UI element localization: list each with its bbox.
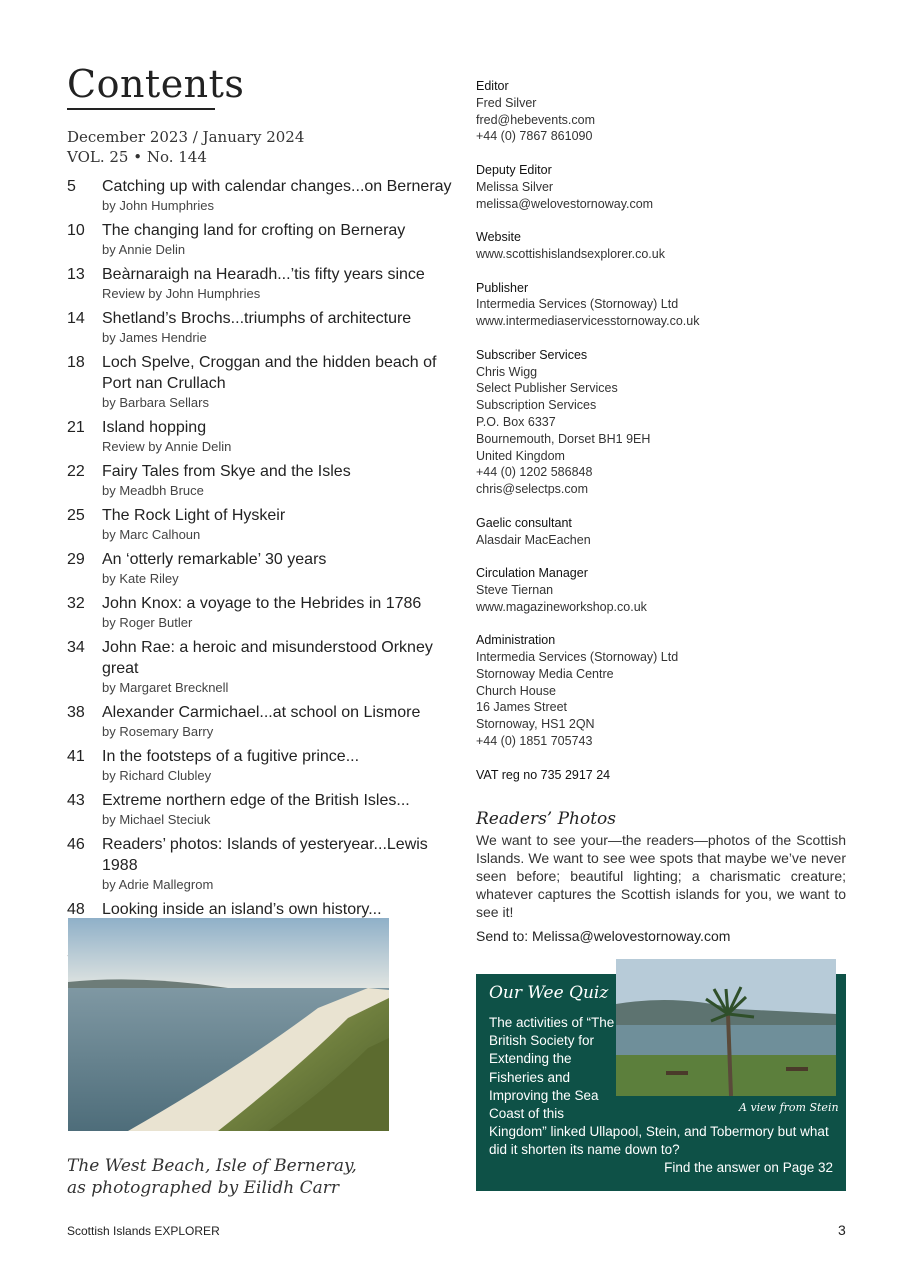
masthead-line: +44 (0) 7867 861090 — [476, 129, 593, 144]
article-author: by Richard Clubley — [102, 768, 212, 783]
issue-info — [67, 127, 304, 167]
article-author: by Annie Delin — [102, 242, 186, 257]
article-title: Extreme northern edge of the British Isles... — [102, 792, 410, 809]
contents-entry — [102, 505, 457, 543]
article-title: Fairy Tales from Skye and the Isles — [102, 463, 351, 480]
masthead-heading: Publisher — [476, 280, 529, 295]
article-title: Shetland’s Brochs...triumphs of architecture — [102, 310, 412, 327]
contents-entry — [102, 417, 457, 455]
article-author: Review by Annie Delin — [102, 439, 232, 454]
masthead-line: Bournemouth, Dorset BH1 9EH — [476, 431, 651, 446]
contents-entry — [102, 308, 457, 346]
article-title: Alexander Carmichael...at school on Lismore — [102, 704, 421, 721]
contents-item — [67, 308, 457, 346]
masthead-heading: VAT reg no 735 2917 24 — [476, 767, 611, 782]
contents-item — [67, 461, 457, 499]
quiz-title: Our Wee Quiz — [489, 983, 609, 1003]
masthead-heading: Gaelic consultant — [476, 515, 572, 530]
quiz-question: The activities of “The British Society for Extending the Fisheries and Improving the Sea Coast of this — [489, 1015, 615, 1122]
stein-photo-caption: A view from Stein — [739, 1101, 839, 1114]
contents-entry — [102, 637, 457, 696]
article-title: Island hopping — [102, 419, 207, 436]
contents-entry — [102, 790, 457, 828]
masthead-block — [476, 632, 856, 750]
contents-page-number: 29 — [67, 551, 85, 568]
masthead-heading: Circulation Manager — [476, 566, 588, 581]
article-author: by Margaret Brecknell — [102, 680, 229, 695]
masthead-block — [476, 565, 856, 615]
contents-page-number: 25 — [67, 507, 85, 524]
masthead-block — [476, 515, 856, 549]
masthead-line: Melissa Silver — [476, 179, 554, 194]
photo-caption-line: The West Beach, Isle of Berneray, — [67, 1156, 357, 1176]
contents-page-number: 41 — [67, 748, 85, 765]
article-title: Catching up with calendar changes...on Berneray — [102, 178, 452, 195]
masthead-heading: Subscriber Services — [476, 347, 588, 362]
masthead-line: www.intermediaservicesstornoway.co.uk — [476, 314, 700, 329]
stein-photo-image — [616, 959, 836, 1096]
photo-caption — [67, 1155, 357, 1199]
contents-entry — [102, 549, 457, 587]
contents-item — [67, 417, 457, 455]
photo-caption-line: as photographed by Eilidh Carr — [67, 1178, 339, 1198]
article-author: by Barbara Sellars — [102, 395, 209, 410]
masthead-line: Subscription Services — [476, 398, 597, 413]
article-title: An ‘otterly remarkable’ 30 years — [102, 551, 327, 568]
masthead-block — [476, 229, 856, 263]
contents-page-number: 38 — [67, 704, 85, 721]
contents-item — [67, 176, 457, 214]
article-author: by Roger Butler — [102, 615, 193, 630]
contents-page-number: 43 — [67, 792, 85, 809]
contents-entry — [102, 461, 457, 499]
masthead-line: Select Publisher Services — [476, 381, 618, 396]
masthead-block — [476, 347, 856, 498]
contents-entry — [102, 834, 457, 893]
page-title: Contents — [67, 62, 245, 106]
contents-entry — [102, 352, 457, 411]
masthead-line: +44 (0) 1851 705743 — [476, 734, 593, 749]
contents-page-number: 22 — [67, 463, 85, 480]
article-author: by Marc Calhoun — [102, 527, 201, 542]
contents-page-number: 48 — [67, 901, 85, 918]
issue-volume: VOL. 25 • No. 144 — [67, 148, 207, 166]
article-author: by Rosemary Barry — [102, 724, 214, 739]
contents-item — [67, 264, 457, 302]
contents-page-number: 46 — [67, 836, 85, 853]
readers-photos-title: Readers’ Photos — [476, 809, 617, 829]
article-title: John Rae: a heroic and misunderstood Orkney great — [102, 639, 433, 677]
masthead-line: Fred Silver — [476, 95, 537, 110]
article-title: The Rock Light of Hyskeir — [102, 507, 286, 524]
issue-date: December 2023 / January 2024 — [67, 128, 305, 146]
contents-item — [67, 352, 457, 411]
title-underline — [67, 108, 215, 110]
contents-entry — [102, 220, 457, 258]
page-number: 3 — [838, 1222, 846, 1238]
contents-page-number: 34 — [67, 639, 85, 656]
beach-photo — [68, 918, 389, 1131]
masthead-line: melissa@welovestornoway.com — [476, 196, 654, 211]
magazine-name: Scottish Islands EXPLORER — [67, 1224, 220, 1238]
readers-photos-body: We want to see your—the readers—photos of the Scottish Islands. We want to see wee spots that maybe we’ve never seen before; beautiful lighting; a charismatic creature; whatever captures the Scottish islands for you, we want to see it! — [476, 832, 846, 920]
masthead — [476, 78, 856, 800]
contents-page-number: 18 — [67, 354, 85, 371]
article-title: Beàrnaraigh na Hearadh...’tis fifty years since — [102, 266, 425, 283]
contents-entry — [102, 746, 457, 784]
contents-entry — [102, 176, 457, 214]
contents-page-number: 10 — [67, 222, 85, 239]
masthead-line: Stornoway Media Centre — [476, 666, 614, 681]
masthead-line: Church House — [476, 683, 556, 698]
masthead-line: www.magazineworkshop.co.uk — [476, 599, 647, 614]
beach-photo-image — [68, 918, 389, 1131]
contents-item — [67, 746, 457, 784]
contents-item — [67, 790, 457, 828]
contents-item — [67, 505, 457, 543]
masthead-line: Intermedia Services (Stornoway) Ltd — [476, 650, 679, 665]
masthead-block — [476, 280, 856, 330]
masthead-line: Steve Tiernan — [476, 582, 554, 597]
contents-page-number: 5 — [67, 178, 76, 195]
contents-page-number: 14 — [67, 310, 85, 327]
masthead-line: United Kingdom — [476, 448, 565, 463]
article-author: by Meadbh Bruce — [102, 483, 204, 498]
masthead-heading: Editor — [476, 79, 509, 93]
masthead-line: Stornoway, HS1 2QN — [476, 717, 595, 732]
contents-item — [67, 834, 457, 893]
article-author: by James Hendrie — [102, 330, 207, 345]
article-author: Review by John Humphries — [102, 286, 261, 301]
masthead-line: Intermedia Services (Stornoway) Ltd — [476, 297, 679, 312]
article-title: Loch Spelve, Croggan and the hidden beach of Port nan Crullach — [102, 354, 437, 392]
masthead-block — [476, 78, 856, 145]
article-author: by Michael Steciuk — [102, 812, 211, 827]
masthead-block — [476, 162, 856, 212]
contents-page-number: 21 — [67, 419, 85, 436]
contents-page-number: 13 — [67, 266, 85, 283]
contents-entry — [102, 264, 457, 302]
article-author: by John Humphries — [102, 198, 214, 213]
masthead-line: 16 James Street — [476, 700, 568, 715]
masthead-block — [476, 767, 856, 784]
quiz-answer-reference: Find the answer on Page 32 — [664, 1160, 833, 1175]
article-title: John Knox: a voyage to the Hebrides in 1786 — [102, 595, 422, 612]
readers-photos-send-to: Send to: Melissa@welovestornoway.com — [476, 928, 731, 944]
contents-item — [67, 702, 457, 740]
contents-list — [67, 176, 457, 987]
article-title: Looking inside an island’s own history... — [102, 901, 382, 918]
masthead-line: Chris Wigg — [476, 364, 538, 379]
contents-item — [67, 549, 457, 587]
masthead-line: Alasdair MacEachen — [476, 532, 591, 547]
stein-photo — [616, 959, 836, 1096]
masthead-line: chris@selectps.com — [476, 482, 589, 497]
article-author: by Kate Riley — [102, 571, 179, 586]
masthead-heading: Website — [476, 230, 521, 245]
article-title: Readers’ photos: Islands of yesteryear...Lewis 1988 — [102, 836, 428, 874]
masthead-line: www.scottishislandsexplorer.co.uk — [476, 246, 665, 261]
contents-item — [67, 593, 457, 631]
masthead-line: fred@hebevents.com — [476, 112, 596, 127]
article-title: In the footsteps of a fugitive prince... — [102, 748, 360, 765]
article-title: The changing land for crofting on Berneray — [102, 222, 406, 239]
masthead-line: P.O. Box 6337 — [476, 414, 556, 429]
contents-entry — [102, 593, 457, 631]
masthead-heading: Administration — [476, 633, 556, 648]
contents-entry — [102, 702, 457, 740]
contents-item — [67, 637, 457, 696]
contents-item — [67, 220, 457, 258]
masthead-heading: Deputy Editor — [476, 162, 552, 177]
article-author: by Adrie Mallegrom — [102, 877, 214, 892]
masthead-line: +44 (0) 1202 586848 — [476, 465, 593, 480]
contents-page-number: 32 — [67, 595, 85, 612]
quiz-question-continued: Kingdom” linked Ullapool, Stein, and Tobermory but what did it shorten its name down to? — [489, 1124, 829, 1158]
